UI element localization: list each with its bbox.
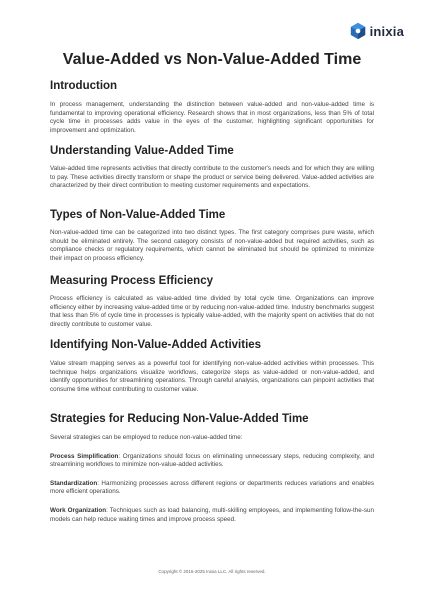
- brand-logo: [349, 22, 404, 40]
- page-title: Value-Added vs Non-Value-Added Time: [62, 51, 362, 68]
- strategy-label: Process Simplification: [50, 452, 119, 460]
- section-heading: Types of Non-Value-Added Time: [50, 209, 226, 221]
- strategy-item: [50, 453, 374, 470]
- document-content: [50, 50, 374, 523]
- strategy-text: : Harmonizing processes across different regions or departments reduces variations and enables more efficient operations.: [50, 479, 374, 496]
- section-body: Value stream mapping serves as a powerful tool for identifying non-value-added activities within processes. This technique helps organizations visualize workflows, categorize steps as value-added or non-value-added, and identify opportunities for streamlining operations. Through careful analysis, organizations can pinpoint activities that consume time without contributing to customer value.: [50, 360, 374, 393]
- section-identifying: [50, 338, 374, 394]
- section-measuring: [50, 274, 374, 329]
- strategy-item: [50, 507, 374, 524]
- strategy-text: : Organizations should focus on eliminating unnecessary steps, reducing complexity, and streamlining workflows to minimize non-value-added activities.: [50, 452, 374, 469]
- section-heading: Identifying Non-Value-Added Activities: [50, 339, 262, 351]
- page-footer: Copyright © 2016-2025 Inixia LLC. All rights reserved.: [158, 569, 266, 574]
- section-heading: Strategies for Reducing Non-Value-Added Time: [50, 413, 309, 425]
- section-heading: Introduction: [50, 80, 118, 92]
- section-body: Process efficiency is calculated as value-added time divided by total cycle time. Organizations can improve efficiency either by increasing value-added time or by reducing non-value-added time. Industry benchmarks suggest that less than 5% of cycle time in processes is typically value-added, with the majority spent on activities that do not directly contribute to customer value.: [50, 295, 374, 328]
- section-body: Non-value-added time can be categorized into two distinct types. The first category comprises pure waste, which should be eliminated entirely. The second category consists of non-value-added but required activities, such as compliance checks or regulatory requirements, which cannot be eliminated but should be optimized to minimize their impact on process efficiency.: [50, 229, 374, 262]
- strategy-item: [50, 480, 374, 497]
- strategy-label: Standardization: [50, 479, 98, 487]
- section-heading: Measuring Process Efficiency: [50, 275, 213, 287]
- section-introduction: [50, 79, 374, 135]
- logo-text: inixia: [369, 23, 404, 39]
- hexagon-logo-icon: [349, 22, 367, 40]
- strategy-label: Work Organization: [50, 506, 107, 514]
- section-heading: Understanding Value-Added Time: [50, 145, 234, 157]
- section-strategies: [50, 412, 374, 524]
- section-body: Several strategies can be employed to reduce non-value-added time:: [50, 434, 243, 441]
- section-types-nva: [50, 208, 374, 263]
- section-body: Value-added time represents activities that directly contribute to the customer's needs and for which they are willing to pay. These activities directly transform or shape the product or service being delivered. Value-added activities are characterized by their direct contribution to meeting customer requirements and expectations.: [50, 165, 374, 190]
- section-body: In process management, understanding the distinction between value-added and non-value-added time is fundamental to improving operational efficiency. Research shows that in most organizations, less than 5% of total cycle time in processes adds value in the eyes of the customer, highlighting significant opportunities for improvement and optimization.: [50, 101, 374, 134]
- strategy-text: : Techniques such as load balancing, multi-skilling employees, and implementing follow-the-sun models can help reduce waiting times and improve process speed.: [50, 506, 374, 523]
- section-value-added: [50, 144, 374, 191]
